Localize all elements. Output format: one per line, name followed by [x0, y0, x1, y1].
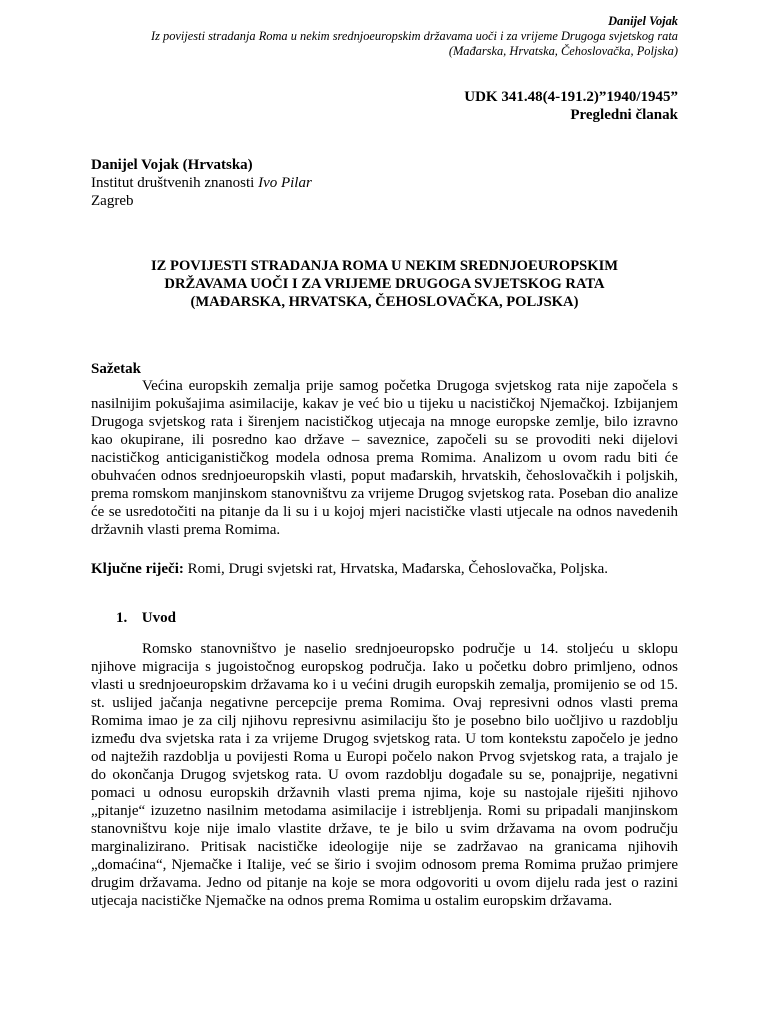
institute [91, 174, 312, 192]
title-line3: (MAĐARSKA, HRVATSKA, ČEHOSLOVAČKA, POLJSKA) [190, 294, 579, 310]
section-number: 1. [116, 610, 128, 626]
abstract-label: Sažetak [91, 361, 141, 377]
section-title: Uvod [141, 610, 176, 626]
title-line1: IZ POVIJESTI STRADANJA ROMA U NEKIM SREDNJOEUROPSKIM [150, 258, 619, 274]
title-line2: DRŽAVAMA UOČI I ZA VRIJEME DRUGOGA SVJETSKOG RATA [164, 276, 605, 292]
section-text: Romsko stanovništvo je naselio srednjoeuropsko područje u 14. stoljeću u sklopu njihove migracija s jugoistočnog europskog područja. Iako u početku dobro primljeno, odnos vlasti u srednjoeuropskim državama ko i u većini drugih europskih zemalja, promijenio se od 15. st. uslijed jačanja negativne percepcije prema Romima. Ovaj represivni odnos vlasti prema Romima imao je za cilj njihovu represivnu asimilaciju što je posebno bilo uočljivo u razdoblju između dva svjetska rata i za vrijeme Drugog svjetskog rata. U tom kontekstu započelo je jedno od najtežih razdoblja u povijesti Roma u Europi počelo nakon Prvog svjetskog rata, a trajalo je do okončanja Drugog svjetskog rata. U ovom razdoblju događale su se, ponajprije, negativni pomaci u odnosu europskih državnih vlasti prema njima, koje su nastojale riješiti njihovo „pitanje“ izuzetno nasilnim metodama asimilacije i istrebljenja. Romi su pripadali manjinskom stanovništvu koje nije imalo vlastite države, te je bilo u svim državama na ovom području marginalizirano. Pritisak nacističke ideologije nije se zadržavao na granicama njihovih „domaćina“, Njemačke i Italije, već se širio i svojim odnosom prema Romima pružao primjere drugim državama. Jedno od pitanje na koje se mora odgovoriti u ovom dijelu rada jest o razini utjecaja nacističke Njemačke na odnos prema Romima u ostalim europskim državama. [91, 641, 678, 909]
header-title-line2: (Mađarska, Hrvatska, Čehoslovačka, Poljska) [448, 44, 678, 58]
author-name: Danijel Vojak (Hrvatska) [91, 157, 253, 173]
institute-prefix: Institut društvenih znanosti [91, 175, 259, 191]
keywords [91, 560, 691, 578]
abstract-text: Većina europskih zemalja prije samog početka Drugoga svjetskog rata nije započela s nasilnijim pokušajima asimilacije, kakav je već bio u tijeku u nacističkoj Njemačkoj. Izbijanjem Drugoga svjetskog rata i širenjem nacističkog utjecaja na mnoge europske zemlje, bilo izravno kao okupirane, ili posredno kao države – saveznice, započeli su se provoditi neki dijelovi nacističkog anticiganističkog modela odnosa prema Romima. Analizom u ovom radu biti će obuhvaćen odnos srednjoeuropskih vlasti, poput mađarskih, hrvatskih, čehoslovačkih i poljskih, prema romskom manjinskom stanovništvu za vrijeme Drugog svjetskog rata. Poseban dio analize će se usredotočiti na pitanje da li su i u kojoj mjeri nacističke vlasti utjecale na odnos navedenih državnih vlasti prema Romima. [91, 378, 678, 538]
section-heading [116, 609, 176, 627]
udk-code: UDK 341.48(4-191.2)”1940/1945” [464, 89, 678, 105]
institute-name: Ivo Pilar [258, 175, 312, 191]
header-author: Danijel Vojak [608, 14, 678, 28]
article-type: Pregledni članak [570, 107, 678, 123]
keywords-text: Romi, Drugi svjetski rat, Hrvatska, Mađarska, Čehoslovačka, Poljska. [183, 561, 608, 577]
keywords-label: Ključne riječi: [91, 561, 184, 577]
running-header [151, 14, 678, 59]
paper-title [91, 257, 678, 311]
header-title-line1: Iz povijesti stradanja Roma u nekim srednjoeuropskim državama uoči i za vrijeme Drugoga svjetskog rata [150, 29, 678, 43]
author-affiliation [91, 156, 312, 210]
city: Zagreb [91, 193, 134, 209]
classification-block [464, 88, 678, 124]
